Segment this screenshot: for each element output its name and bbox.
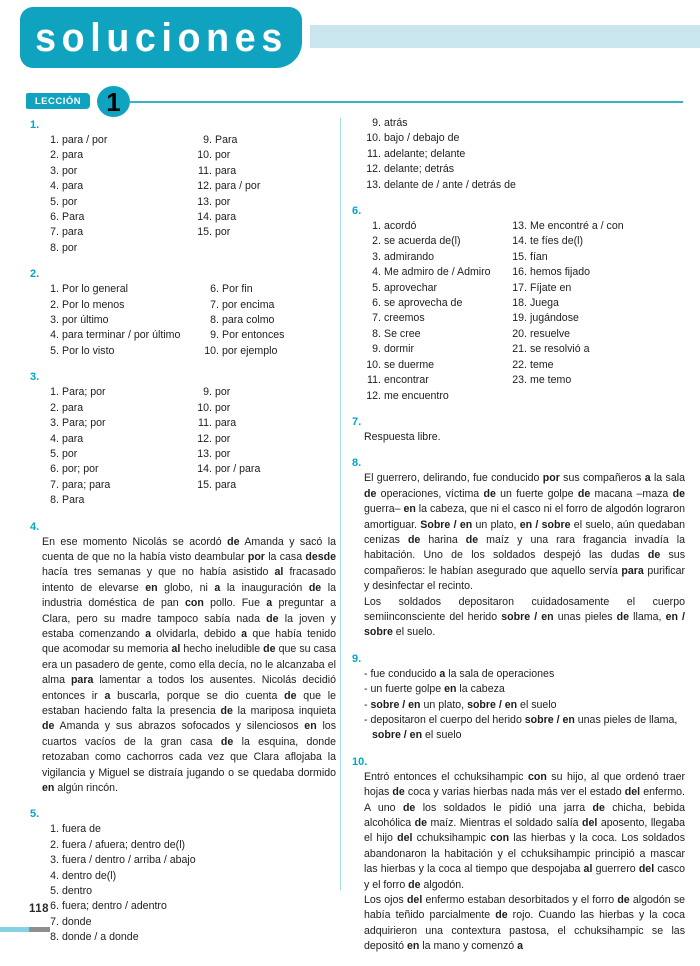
answer-item (202, 328, 284, 343)
answer-number: 15. (512, 250, 527, 263)
section-5-continued (352, 116, 685, 193)
answer-number: 20. (512, 327, 527, 340)
answer-text: por (215, 401, 231, 414)
answer-number: 6. (50, 211, 59, 224)
answer-item (42, 328, 202, 343)
answer-text: para / por (215, 180, 261, 193)
answer-item (195, 447, 260, 462)
answer-item (195, 416, 260, 431)
answer-item (195, 148, 260, 163)
section-number: 7. (352, 415, 362, 428)
answer-text: resuelve (530, 327, 571, 340)
answer-text: para (215, 417, 237, 430)
header-banner (20, 7, 302, 68)
answer-number: 8. (50, 494, 59, 507)
answer-text: por (215, 432, 231, 445)
answer-text: dentro de(l) (62, 869, 117, 882)
answer-pairlist (364, 219, 685, 404)
answer-item (195, 164, 260, 179)
answer-item (364, 162, 685, 177)
answer-text: por (215, 386, 231, 399)
answer-number: 10. (204, 344, 219, 357)
answer-dash-item: - sobre / en un plato, sobre / en el suelo (364, 698, 557, 711)
answer-text: Me admiro de / Admiro (384, 266, 491, 279)
answer-text: Juega (530, 297, 559, 310)
answer-number: 4. (50, 432, 59, 445)
answer-item (364, 358, 510, 373)
answer-item (364, 311, 510, 326)
answer-number: 1. (372, 220, 381, 233)
answer-text: donde (62, 915, 92, 928)
answer-text: se duerme (384, 358, 435, 371)
section-body (364, 471, 685, 640)
answer-item (42, 210, 195, 225)
answer-text: dormir (384, 343, 415, 356)
answer-item (195, 401, 260, 416)
answer-number: 14. (197, 463, 212, 476)
answer-number: 8. (50, 241, 59, 254)
answer-item (510, 358, 624, 373)
answer-number: 13. (512, 220, 527, 233)
answer-subcolumn-left (42, 282, 202, 359)
answer-text: por (62, 241, 78, 254)
answer-text: para / por (62, 134, 108, 146)
page-title: soluciones (34, 15, 288, 60)
section-body (42, 822, 336, 945)
answer-number: 1. (50, 823, 59, 836)
answer-text: Para (215, 134, 238, 146)
section-1 (30, 118, 336, 256)
answer-text: por ejemplo (222, 344, 278, 357)
answer-number: 4. (50, 180, 59, 193)
answer-text: Me encontré a / con (530, 220, 624, 233)
answer-text: para (62, 432, 84, 445)
answer-text: para (62, 401, 84, 414)
answer-item (364, 178, 685, 193)
answer-number: 5. (50, 344, 59, 357)
answer-text: adelante; delante (384, 147, 466, 160)
answer-text: para terminar / por último (62, 329, 181, 342)
answer-item (510, 281, 624, 296)
answer-number: 3. (372, 250, 381, 263)
answer-number: 16. (512, 266, 527, 279)
answer-text: para (215, 478, 237, 491)
answer-text: encontrar (384, 374, 429, 387)
answer-text: para (215, 164, 237, 177)
answer-text: por (62, 164, 78, 177)
answer-item (364, 219, 510, 234)
answer-item (42, 462, 195, 477)
answer-text: Para; por (62, 417, 106, 430)
answer-text: por (62, 447, 78, 460)
answer-item (195, 478, 260, 493)
answer-item (42, 869, 336, 884)
answer-number: 23. (512, 374, 527, 387)
answer-item (42, 401, 195, 416)
answer-text: Por lo visto (62, 344, 115, 357)
answer-item (42, 884, 336, 899)
answer-number: 2. (50, 401, 59, 414)
answer-item (42, 899, 336, 914)
answer-item (42, 447, 195, 462)
answer-text: Por fin (222, 283, 253, 296)
answer-paragraph: Los soldados depositaron cuidadosamente el cuerpo semiinconsciente del herido sobre / en unas pieles de llama, en / sobre el suelo. (364, 595, 685, 639)
answer-text: por (215, 149, 231, 162)
answer-item (42, 298, 202, 313)
answer-text: jugándose (530, 312, 579, 325)
answer-number: 6. (210, 283, 219, 296)
answer-item (202, 282, 284, 297)
section-body (42, 385, 336, 508)
answer-text: fuera / afuera; dentro de(l) (62, 838, 186, 851)
answer-text: por (62, 195, 78, 208)
section-number: 6. (352, 205, 362, 218)
answer-item (195, 195, 260, 210)
answer-subcolumn-left (364, 219, 510, 404)
answer-item (195, 462, 260, 477)
answer-number: 13. (197, 447, 212, 460)
answer-text: dentro (62, 885, 93, 898)
section-7 (352, 415, 685, 445)
answer-number: 8. (50, 931, 59, 944)
answer-text: Fíjate en (530, 281, 572, 294)
answer-item (42, 148, 195, 163)
answer-text: delante de / ante / detrás de (384, 178, 516, 191)
answer-number: 11. (198, 164, 212, 177)
answer-number: 17. (512, 281, 527, 294)
answer-list (364, 116, 685, 193)
answer-subcolumn-right (195, 133, 260, 256)
page-number: 118 (29, 903, 50, 915)
answer-number: 5. (372, 281, 381, 294)
answer-item (42, 478, 195, 493)
section-6 (352, 204, 685, 404)
section-body (364, 430, 685, 445)
section-4 (30, 520, 336, 797)
answer-item (195, 133, 260, 148)
answer-item (195, 210, 260, 225)
answer-item (42, 915, 336, 930)
answer-number: 1. (50, 386, 59, 399)
answer-number: 13. (366, 178, 381, 191)
section-body (42, 133, 336, 256)
answer-text: me temo (530, 374, 572, 387)
section-number: 1. (30, 119, 40, 131)
answer-number: 1. (50, 283, 59, 296)
answer-text: fuera / dentro / arriba / abajo (62, 854, 196, 867)
answer-number: 5. (50, 447, 59, 460)
section-body (364, 770, 685, 955)
answer-text: delante; detrás (384, 163, 455, 176)
answer-paragraph: Respuesta libre. (364, 430, 441, 443)
answer-text: por (215, 447, 231, 460)
answer-text: fuera; dentro / adentro (62, 900, 167, 913)
answer-number: 5. (50, 885, 59, 898)
answer-number: 2. (50, 838, 59, 851)
answer-item (364, 281, 510, 296)
answer-item (42, 822, 336, 837)
answer-number: 7. (372, 312, 381, 325)
answer-subcolumn-right (510, 219, 624, 404)
lesson-label-strip (26, 93, 90, 109)
answer-subcolumn-right (195, 385, 260, 508)
answer-item (195, 179, 260, 194)
answer-text: fían (530, 250, 548, 263)
answer-number: 6. (50, 900, 59, 913)
answer-text: por (215, 226, 231, 239)
answer-list (42, 822, 336, 945)
answer-text: acordó (384, 220, 417, 233)
answer-text: te fíes de(l) (530, 235, 583, 248)
answer-text: Se cree (384, 327, 421, 340)
answer-number: 9. (372, 343, 381, 356)
answer-number: 13. (197, 195, 212, 208)
answer-text: para; para (62, 478, 111, 491)
answer-subcolumn-left (42, 133, 195, 256)
section-2 (30, 267, 336, 359)
answer-number: 7. (50, 915, 59, 928)
column-divider (340, 118, 341, 890)
answer-item (510, 373, 624, 388)
answer-text: se aprovecha de (384, 297, 463, 310)
answer-number: 9. (203, 386, 212, 399)
answer-paragraph: Entró entonces el cchuksihampic con su hijo, al que ordenó traer hojas de coca y varias hierbas nada más ver el estado del enfermo. A uno de los soldados le pidió una jarra de chicha, bebida alcohólica de maíz. Mientras el soldado salía del aposento, llegaba el hijo del cchuksihampic con las hierbas y la coca. Los soldados abandonaron la habitación y el cchuksihampic principió a mascar las hierbas y la coca al tiempo que despojaba al guerrero del casco y el forro de algodón. (364, 770, 686, 891)
answer-number: 7. (50, 226, 59, 239)
answer-item (364, 131, 685, 146)
answer-number: 10. (197, 401, 212, 414)
section-3 (30, 370, 336, 508)
answer-text: para (62, 226, 84, 239)
right-column (352, 116, 685, 966)
answer-text: donde / a donde (62, 931, 139, 944)
answer-item (42, 164, 195, 179)
answer-text: se resolvió a (530, 343, 590, 356)
answer-text: admirando (384, 250, 435, 263)
answer-item (42, 179, 195, 194)
lesson-number-badge (97, 86, 130, 117)
answer-number: 9. (210, 329, 219, 342)
answer-item (510, 342, 624, 357)
answer-subcolumn-left (42, 385, 195, 508)
answer-number: 19. (512, 312, 527, 325)
answer-item (195, 225, 260, 240)
answer-number: 12. (197, 432, 212, 445)
footer-gray-bar (29, 927, 50, 932)
answer-item (510, 250, 624, 265)
answer-dash-item: - fue conducido a la sala de operaciones (364, 667, 555, 680)
answer-text: por; por (62, 463, 99, 476)
left-column (30, 118, 336, 957)
answer-text: por encima (222, 298, 275, 311)
answer-item (202, 344, 284, 359)
answer-text: para (62, 149, 84, 162)
answer-item (364, 147, 685, 162)
answer-item (42, 225, 195, 240)
answer-text: para (62, 180, 84, 193)
answer-number: 6. (372, 297, 381, 310)
answer-number: 11. (367, 147, 381, 160)
answer-item (364, 116, 685, 131)
answer-number: 22. (512, 358, 527, 371)
answer-number: 9. (372, 117, 381, 129)
answer-item (42, 282, 202, 297)
answer-text: Por lo general (62, 283, 128, 296)
answer-text: por / para (215, 463, 261, 476)
answer-number: 4. (50, 869, 59, 882)
section-number: 10. (352, 755, 368, 768)
answer-number: 5. (50, 195, 59, 208)
section-number: 8. (352, 457, 362, 470)
answer-item (42, 432, 195, 447)
section-body (364, 667, 685, 744)
answer-number: 2. (50, 149, 59, 162)
answer-item (510, 265, 624, 280)
answer-number: 14. (197, 211, 212, 224)
answer-number: 12. (366, 163, 381, 176)
answer-text: me encuentro (384, 389, 449, 402)
answer-number: 3. (50, 417, 59, 430)
answer-item (364, 265, 510, 280)
answer-dash-item: - depositaron el cuerpo del herido sobre / en unas pieles de llama, sobre / en el suelo (364, 714, 678, 742)
section-number: 9. (352, 652, 362, 665)
header-accent-bar (310, 25, 700, 48)
answer-item (364, 250, 510, 265)
answer-text: para colmo (222, 314, 275, 327)
section-body (42, 282, 336, 359)
answer-number: 2. (372, 235, 381, 248)
answer-item (42, 195, 195, 210)
answer-pairlist (42, 133, 336, 256)
answer-pairlist (42, 282, 336, 359)
section-10 (352, 755, 685, 955)
answer-number: 9. (203, 134, 212, 146)
answer-item (510, 327, 624, 342)
answer-item (202, 298, 284, 313)
answer-text: hemos fijado (530, 266, 591, 279)
answer-number: 2. (50, 298, 59, 311)
answer-text: aprovechar (384, 281, 437, 294)
section-number: 5. (30, 808, 40, 821)
answer-item (364, 389, 510, 404)
answer-paragraph: El guerrero, delirando, fue conducido por sus compañeros a la sala de operaciones, víctima de un fuerte golpe de macana –maza de guerra– en la cabeza, que ni el casco ni el forro de algodón lograron amortiguar. Sobre / en un plato, en / sobre el suelo, aún quedaban cenizas de harina de maíz y una rara fragancia invadía la habitación. Uno de los soldados despejó las dudas de sus compañeros: le habían asegurado que aquello servía para purificar y desinfectar el recinto. (364, 472, 685, 593)
answer-text: por último (62, 314, 109, 327)
section-8 (352, 456, 685, 640)
answer-number: 10. (197, 149, 212, 162)
section-body (364, 219, 685, 404)
answer-paragraph: En ese momento Nicolás se acordó de Amanda y sacó la cuenta de que no la había visto deambular por la casa desde hacía tres semanas y que no había asistido al fracasado intento de elevarse en globo, ni a la inauguración de la industria doméstica de pan con pollo. Fue a preguntar a Clara, pero su madre tampoco sabía nada de la joven y estaba comenzando a olvidarla, debido a que había tenido que acomodar su memoria al hecho ineludible de que su casa era un pasadero de gente, como ella decía, no le alcanzaba el alma para lamentar a todos los ausentes. Nicolás decidió entonces ir a buscarla, porque se dio cuenta de que le estaban haciendo falta la presencia de la mariposa inquieta de Amanda y sus abrazos sofocados y silenciosos en los cuartos vacíos de la gran casa de la esquina, donde retozaban como cachorros cada vez que Clara aflojaba la vigilancia y Miguel se distraía jugando o se quedaba dormido en algún rincón. (42, 535, 337, 795)
answer-text: por (215, 195, 231, 208)
answer-number: 4. (50, 329, 59, 342)
answer-item (42, 344, 202, 359)
answer-number: 3. (50, 164, 59, 177)
answer-item (364, 234, 510, 249)
answer-text: creemos (384, 312, 425, 325)
answer-number: 11. (198, 417, 212, 430)
answer-number: 8. (372, 327, 381, 340)
answer-text: se acuerda de(l) (384, 235, 461, 248)
section-9 (352, 652, 685, 744)
lesson-rule (129, 101, 683, 103)
lesson-number: 1 (106, 86, 121, 117)
answer-item (195, 385, 260, 400)
answer-item (42, 838, 336, 853)
answer-item (202, 313, 284, 328)
answer-text: para (215, 211, 237, 224)
answer-number: 10. (366, 132, 381, 145)
answer-item (42, 930, 336, 945)
answer-number: 14. (512, 235, 527, 248)
answer-number: 15. (197, 478, 212, 491)
answer-number: 12. (197, 180, 212, 193)
answer-number: 1. (50, 134, 59, 146)
section-number: 2. (30, 268, 40, 281)
section-body (364, 116, 685, 193)
answer-pairlist (42, 385, 336, 508)
answer-item (510, 219, 624, 234)
answer-number: 15. (197, 226, 212, 239)
answer-paragraph: Los ojos del enfermo estaban desorbitados y el forro de algodón se había teñido parcialmente de rojo. Cuando las hierbas y la coca adquirieron una contextura pastosa, el cchuksihampic se las depositó en la mano y comenzó a (364, 894, 686, 953)
answer-item (42, 133, 195, 148)
answer-item (510, 311, 624, 326)
answer-number: 8. (210, 314, 219, 327)
answer-text: Por lo menos (62, 298, 125, 311)
answer-text: Para; por (62, 386, 106, 399)
footer-teal-bar (0, 927, 29, 932)
answer-item (195, 432, 260, 447)
answer-item (364, 296, 510, 311)
section-5 (30, 807, 336, 945)
answer-number: 4. (372, 266, 381, 279)
answer-number: 3. (50, 854, 59, 867)
answer-number: 3. (50, 314, 59, 327)
section-body (42, 535, 336, 797)
answer-text: Para (62, 494, 85, 507)
answer-text: bajo / debajo de (384, 132, 460, 145)
section-number: 3. (30, 371, 40, 384)
answer-item (510, 234, 624, 249)
answer-number: 7. (50, 478, 59, 491)
answer-item (510, 296, 624, 311)
answer-number: 12. (366, 389, 381, 402)
answer-number: 7. (210, 298, 219, 311)
lesson-label: LECCIÓN (34, 95, 82, 107)
answer-subcolumn-right (202, 282, 284, 359)
answer-number: 21. (512, 343, 527, 356)
answer-item (42, 385, 195, 400)
answer-text: fuera de (62, 823, 101, 836)
answer-text: teme (530, 358, 554, 371)
answer-item (364, 327, 510, 342)
answer-dash-item: - un fuerte golpe en la cabeza (364, 683, 505, 696)
answer-item (42, 313, 202, 328)
answer-item (364, 373, 510, 388)
answer-item (42, 416, 195, 431)
answer-text: Para (62, 211, 85, 224)
answer-number: 10. (366, 358, 381, 371)
answer-item (42, 493, 195, 508)
answer-number: 11. (367, 374, 381, 387)
answer-number: 6. (50, 463, 59, 476)
section-number: 4. (30, 520, 40, 533)
answer-text: atrás (384, 117, 408, 129)
answer-text: Por entonces (222, 329, 285, 342)
answer-number: 18. (512, 297, 527, 310)
answer-item (42, 853, 336, 868)
answer-item (364, 342, 510, 357)
answer-item (42, 241, 195, 256)
